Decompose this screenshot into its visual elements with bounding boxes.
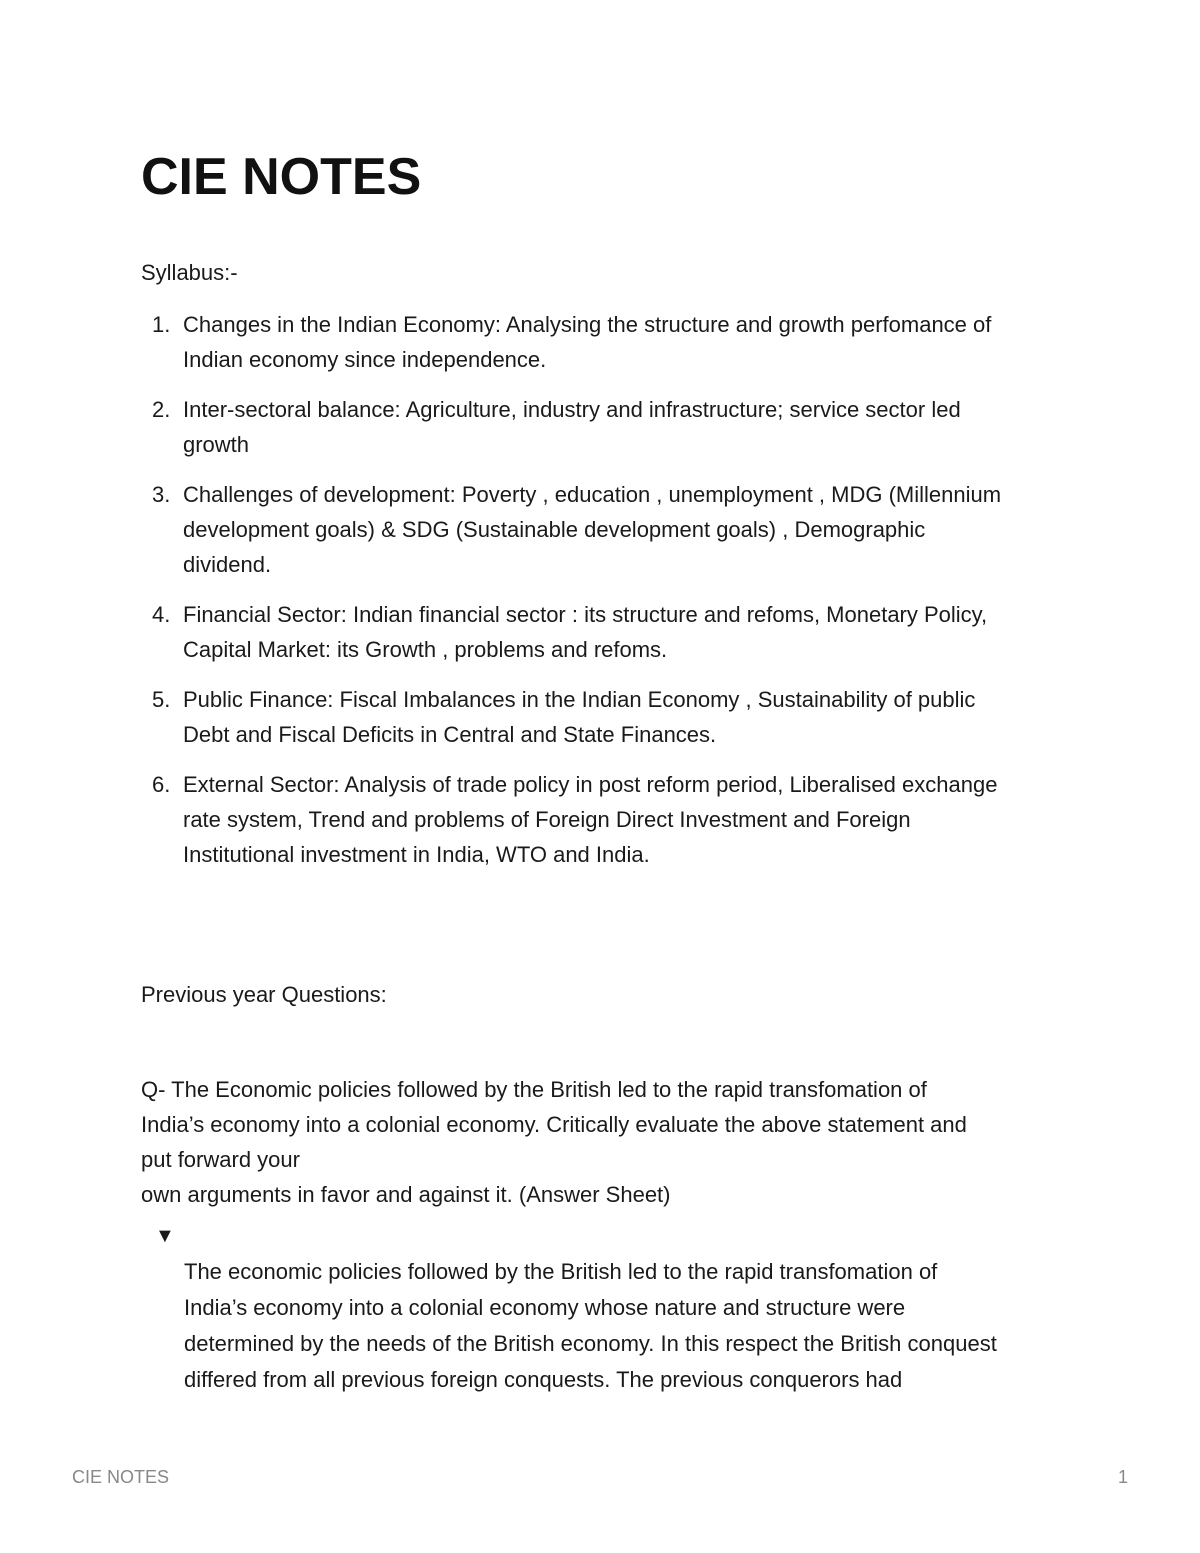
answer-line: differed from all previous foreign conquests. The previous conquerors had — [184, 1367, 903, 1392]
list-item-line: Capital Market: its Growth , problems and refoms. — [183, 637, 668, 662]
list-number: 4. — [152, 602, 171, 627]
list-item-line: Changes in the Indian Economy: Analysing the structure and growth perfomance of — [183, 312, 992, 337]
list-item-line: Indian economy since independence. — [183, 347, 547, 372]
syllabus-item — [141, 682, 1081, 752]
question-line: Q- The Economic policies followed by the British led to the rapid transfomation of — [141, 1077, 927, 1102]
list-number: 2. — [152, 397, 171, 422]
list-item-line: rate system, Trend and problems of Foreign Direct Investment and Foreign — [183, 807, 911, 832]
answer-line: The economic policies followed by the British led to the rapid transfomation of — [184, 1259, 938, 1284]
list-number: 1. — [152, 312, 171, 337]
list-item-line: External Sector: Analysis of trade policy in post reform period, Liberalised exchange — [183, 772, 998, 797]
list-item-line: Public Finance: Fiscal Imbalances in the Indian Economy , Sustainability of public — [183, 687, 976, 712]
list-number: 6. — [152, 772, 171, 797]
syllabus-label: Syllabus:- — [141, 260, 238, 285]
previous-questions-label: Previous year Questions: — [141, 982, 387, 1007]
question-text — [141, 1072, 1041, 1212]
list-item-line: development goals) & SDG (Sustainable development goals) , Demographic — [183, 517, 926, 542]
answer-line: India’s economy into a colonial economy whose nature and structure were — [184, 1295, 906, 1320]
page-title: CIE NOTES — [141, 148, 422, 206]
page-number: 1 — [1117, 1467, 1128, 1487]
question-line: India’s economy into a colonial economy. Critically evaluate the above statement and — [141, 1112, 967, 1137]
syllabus-item — [141, 392, 1081, 462]
list-number: 5. — [152, 687, 171, 712]
list-number: 3. — [152, 482, 171, 507]
triangle-down-icon[interactable]: ▼ — [155, 1225, 175, 1247]
list-item-line: growth — [183, 432, 250, 457]
list-item-line: Institutional investment in India, WTO and India. — [183, 842, 650, 867]
list-item-line: Inter-sectoral balance: Agriculture, industry and infrastructure; service sector led — [183, 397, 961, 422]
question-line: put forward your — [141, 1147, 300, 1172]
list-item-line: dividend. — [183, 552, 272, 577]
question-line: own arguments in favor and against it. (Answer Sheet) — [141, 1182, 671, 1207]
syllabus-list — [141, 307, 1081, 887]
syllabus-item — [141, 597, 1081, 667]
footer-title: CIE NOTES — [72, 1467, 170, 1487]
answer-line: determined by the needs of the British economy. In this respect the British conquest — [184, 1331, 997, 1356]
list-item-line: Debt and Fiscal Deficits in Central and State Finances. — [183, 722, 717, 747]
syllabus-item — [141, 477, 1081, 582]
answer-text — [184, 1254, 1064, 1398]
syllabus-item — [141, 307, 1081, 377]
syllabus-item — [141, 767, 1081, 872]
list-item-line: Challenges of development: Poverty , education , unemployment , MDG (Millennium — [183, 482, 1002, 507]
list-item-line: Financial Sector: Indian financial sector : its structure and refoms, Monetary Policy, — [183, 602, 988, 627]
